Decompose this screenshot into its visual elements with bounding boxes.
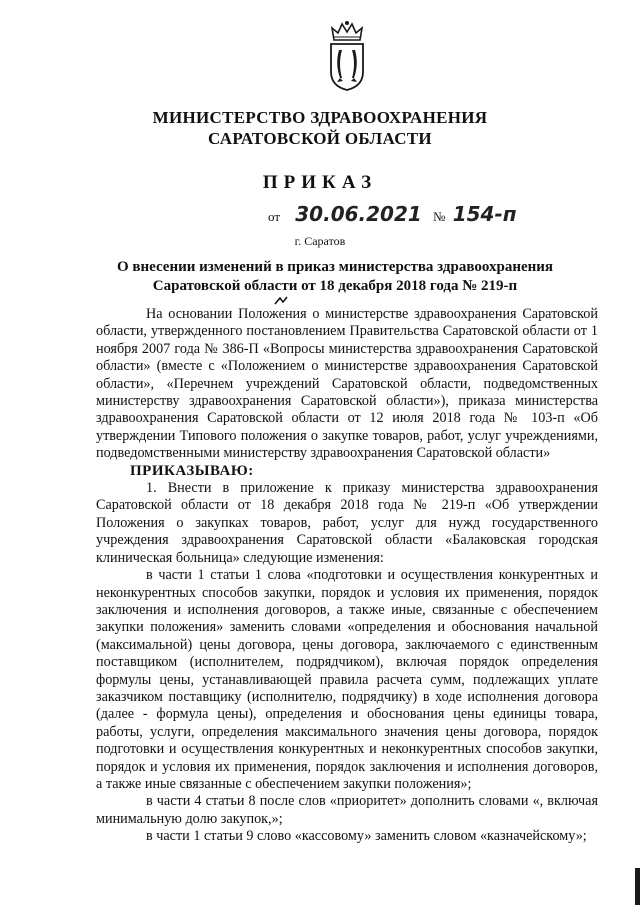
order-date-number: [268, 202, 517, 226]
scan-edge-shadow: [635, 868, 640, 905]
number-prefix: №: [433, 209, 446, 224]
order-title: ПРИКАЗ: [262, 172, 378, 193]
order-body: [96, 306, 598, 846]
handwritten-date: 30.06.2021: [295, 202, 422, 226]
paragraph-basis: На основании Положения о министерстве здравоохранения Саратовской области, утвержденного постановлением Правительства Саратовской области от 1 ноября 2007 года № 386-П «Вопросы министерства здравоохранения Саратовской области» (вместе с «Положением о министерстве здравоохранения Саратовской области», «Перечнем учреждений Саратовской области, подведомственных министерству здравоохранения Саратовской области»), приказа министерства здравоохранения Саратовской области от 12 июля 2018 года № 103-п «Об утверждении Типового положения о закупке товаров, работ, услуг учреждениями, подведомственными министерству здравоохранения Саратовской области»: [96, 306, 598, 462]
city-label: г. Саратов: [294, 234, 346, 248]
date-prefix: от: [268, 209, 281, 224]
ministry-name-line-2: САРАТОВСКОЙ ОБЛАСТИ: [208, 129, 432, 148]
paragraph-amendment-1: в части 1 статьи 1 слова «подготовки и осуществления конкурентных и неконкурентных способов закупки, порядок и условия их применения, порядок заключения и исполнения договоров, а также иные, связанные с обеспечением закупки положения» заменить словами «определения и обоснования начальной (максимальной) цены договора, цены договора, заключаемого с единственным поставщиком (исполнителем, подрядчиком), включая порядок определения формулы цены, устанавливающей правила расчета сумм, подлежащих уплате заказчиком поставщику (исполнителю, подрядчику) в ходе исполнения договора (далее - формула цены), определения и обоснования цены единицы товара, работы, услуги, определения максимального значения цены договора, порядок подготовки и осуществления конкурентных и неконкурентных способов закупки, порядок и условия их применения, порядок заключения и исполнения договоров, а также иные связанные с обеспечением закупки положения»;: [96, 567, 598, 792]
paragraph-amendment-3: в части 1 статьи 9 слово «кассовому» заменить словом «казначейскому»;: [146, 828, 587, 845]
saratov-coat-of-arms-icon: [326, 20, 368, 92]
paragraph-amendment-2: в части 4 статьи 8 после слов «приоритет» дополнить словами «, включая минимальную долю закупок,»;: [96, 793, 598, 827]
order-subject: [90, 258, 580, 296]
paragraph-item-1: 1. Внести в приложение к приказу министерства здравоохранения Саратовской области от 18 декабря 2018 года № 219-п «Об утверждении Положения о закупках товаров, работ, услуг для нужд государственного учреждения здравоохранения Саратовской области «Балаковская городская клиническая больница» следующие изменения:: [96, 480, 598, 566]
subject-line-1: О внесении изменений в приказ министерства здравоохранения: [116, 259, 554, 275]
decree-heading: ПРИКАЗЫВАЮ:: [130, 462, 254, 479]
handwritten-number: 154-п: [452, 202, 517, 226]
subject-line-2: Саратовской области от 18 декабря 2018 года № 219-п: [152, 278, 518, 294]
ministry-name-line-1: МИНИСТЕРСТВО ЗДРАВООХРАНЕНИЯ: [152, 108, 488, 127]
ink-mark-icon: [274, 296, 288, 306]
